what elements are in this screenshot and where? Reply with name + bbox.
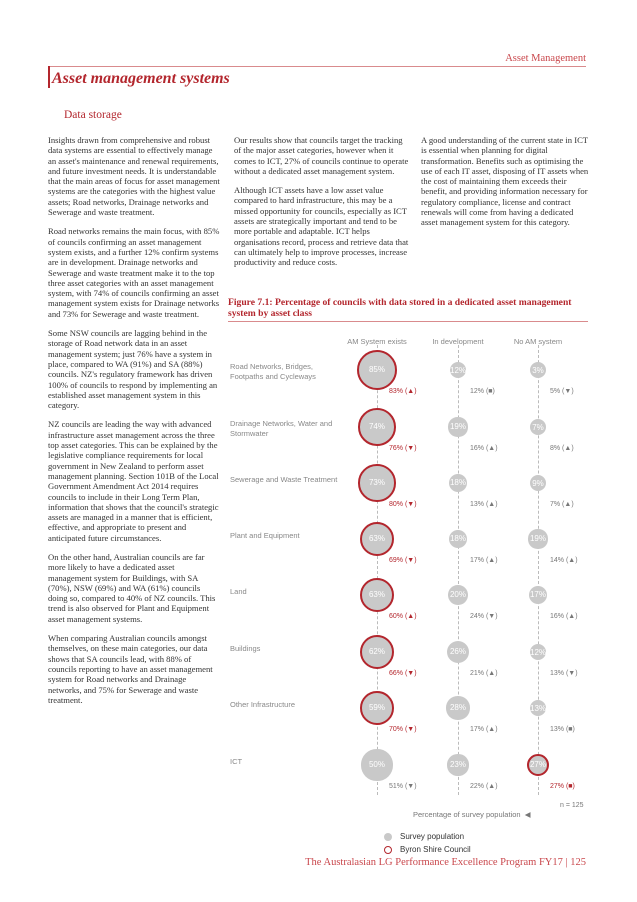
bubble-col-in-development: 26% [447,641,469,663]
bubble-col-in-development: 19% [448,417,467,436]
byron-value-label: 13% (▼) [550,670,578,677]
bubble-col-in-development: 28% [446,696,469,719]
bubble-col-no-am: 3% [530,362,546,378]
byron-value-label: 17% (▲) [470,726,498,733]
byron-value-label: 5% (▼) [550,388,574,395]
byron-value-label: 69% (▼) [389,557,417,564]
byron-value-label: 24% (▼) [470,613,498,620]
figure-title: Figure 7.1: Percentage of councils with data stored in a dedicated asset management system by asset class [228,297,572,319]
paragraph: Some NSW councils are lagging behind in the storage of Road network data in an asset management system; just 76% have a system in place, compared to WA (91%) and SA (88%) councils. NZ's regulatory framework has driven 100% of councils to respond by implementing an established asset management system in this category. [48,328,218,411]
bubble-col-in-development: 18% [449,474,468,493]
axis-label [413,810,531,819]
legend-item-byron [384,845,471,854]
row-label: Drainage Networks, Water and Stormwater [230,419,333,438]
byron-value-label: 13% (▲) [470,501,498,508]
byron-value-label: 80% (▼) [389,501,417,508]
column-header-col-in-development: In development [432,337,484,346]
byron-value-label: 7% (▲) [550,501,574,508]
bubble-col-in-development: 23% [447,754,468,775]
page-title: Asset management systems [52,70,230,87]
paragraph: NZ councils are leading the way with advanced infrastructure asset management across the three top asset categories. This can be explained by the legislative compliance requirements for local government in New Zealand to perform asset management planning. Section 101B of the Local Government Amendment Act 2014 requires councils to include in their Long Term Plan, information that shows that the council's strategic assets are managed in a manner that is efficient, effective, and appropriate to present and anticipated future circumstances. [48,419,219,543]
bubble-col-am-exists: 63% [360,522,395,557]
byron-value-label: 27% (■) [550,783,575,790]
left-triangle-icon: ◀ [522,810,531,819]
bubble-col-no-am: 9% [530,475,546,491]
byron-value-label: 76% (▼) [389,445,417,452]
paragraph: Our results show that councils target the tracking of the major asset categories, however when it comes to ICT, 27% of councils continue to operate without a dedicated asset management system. [234,135,409,176]
paragraph: When comparing Australian councils amongst themselves, on these main categories, our data shows that SA councils lead, with 88% of councils reporting to have an asset management system for Road networks and Drainage networks, and 75% for Sewerage and waste treatment. [48,633,213,705]
bubble-col-am-exists: 73% [358,464,396,502]
paragraph: On the other hand, Australian councils are far more likely to have a dedicated asset management system for Buildings, with SA (70%), NSW (69%) and WA (61%) councils doing so, compared to 40% of NZ councils. This trend is also observed for Plant and Equipment asset management systems. [48,551,216,624]
paragraph: Although ICT assets have a low asset value compared to hard infrastructure, this may be a missed opportunity for councils, especially as ICT assets are strategically important and tend to be more portable and adaptable. ICT helps organisations record, process and retrieve data that can ultimately help to improve processes, increase productivity and reduce costs. [234,185,409,268]
paragraph: Road networks remains the main focus, with 85% of councils confirming an asset management system exists, and a further 12% confirm systems are in development. Drainage networks and Sewerage and waste treatment make it to the top three asset categories with an asset management system, with 74% of councils confirming an asset management system exists for Drainage networks and 73% for Sewerage and waste treatment. [48,226,220,319]
byron-value-label: 60% (▲) [389,613,417,620]
bubble-col-no-am: 19% [528,529,547,548]
byron-value-label: 83% (▲) [389,388,417,395]
byron-value-label: 8% (▲) [550,445,574,452]
bubble-col-in-development: 18% [449,530,468,549]
section-label: Asset Management [505,53,586,64]
paragraph: A good understanding of the current state in ICT is essential when planning for digital transformation. Benefits such as optimising the use of each IT asset, disposing of IT assets when the cost of maintaining them exceeds their benefit, and providing information necessary for regulatory compliance, license and contract renewals will come from having a dedicated asset management system for this category. [421,135,589,228]
bubble-col-no-am: 12% [530,644,546,660]
grey-dot-icon [384,833,392,841]
axis-label-text: Percentage of survey population [413,810,521,819]
byron-value-label: 14% (▲) [550,557,578,564]
byron-value-label: 51% (▼) [389,783,417,790]
column-header-col-am-exists: AM System exists [347,337,407,346]
row-label: Buildings [230,644,261,653]
row-label: ICT [230,757,243,766]
byron-value-label: 66% (▼) [389,670,417,677]
row-label: Sewerage and Waste Treatment [230,475,338,484]
title-accent-bar [48,66,50,88]
column-header-col-no-am: No AM system [513,337,563,346]
text-column-1 [48,135,220,714]
byron-value-label: 16% (▲) [550,613,578,620]
figure-rule [228,321,588,322]
bubble-col-no-am: 13% [530,700,546,716]
row-label: Land [230,587,247,596]
bubble-col-am-exists: 63% [360,578,395,613]
paragraph: Insights drawn from comprehensive and robust data systems are essential to effectively manage an asset's maintenance and renewal requirements, and future investment needs. It is understandable that the main areas of focus for asset management systems are the categories with the highest value assets; Road networks, Drainage networks and Sewerage and waste treatment. [48,135,220,218]
column-guide-line [538,345,539,795]
page-footer: The Australasian LG Performance Excellence Program FY17 | 125 [305,857,586,868]
row-label: Other Infrastructure [230,700,296,709]
byron-value-label: 70% (▼) [389,726,417,733]
legend-label: Survey population [400,832,465,841]
bubble-col-in-development: 20% [448,585,468,605]
bubble-col-in-development: 12% [450,362,466,378]
legend-label: Byron Shire Council [400,845,471,854]
row-label: Road Networks, Bridges, Footpaths and Cycleways [230,362,316,381]
bubble-col-no-am: 27% [527,754,550,777]
section-heading: Data storage [64,109,122,121]
byron-value-label: 16% (▲) [470,445,498,452]
bubble-col-no-am: 17% [529,586,547,604]
text-column-3 [421,135,591,237]
header-rule [48,66,586,67]
bubble-col-am-exists: 62% [360,635,395,670]
sample-size-label: n = 125 [560,802,584,809]
legend-item-survey [384,832,464,841]
byron-value-label: 13% (■) [550,726,575,733]
byron-value-label: 12% (■) [470,388,495,395]
column-guide-line [458,345,459,795]
bubble-col-no-am: 7% [530,419,546,435]
bubble-col-am-exists: 85% [357,350,398,391]
bubble-col-am-exists: 50% [361,749,392,780]
bubble-col-am-exists: 74% [358,408,396,446]
row-label: Plant and Equipment [230,531,300,540]
byron-value-label: 22% (▲) [470,783,498,790]
text-column-2 [234,135,410,277]
byron-value-label: 21% (▲) [470,670,498,677]
bubble-col-am-exists: 59% [360,691,394,725]
byron-value-label: 17% (▲) [470,557,498,564]
red-ring-icon [384,846,392,854]
